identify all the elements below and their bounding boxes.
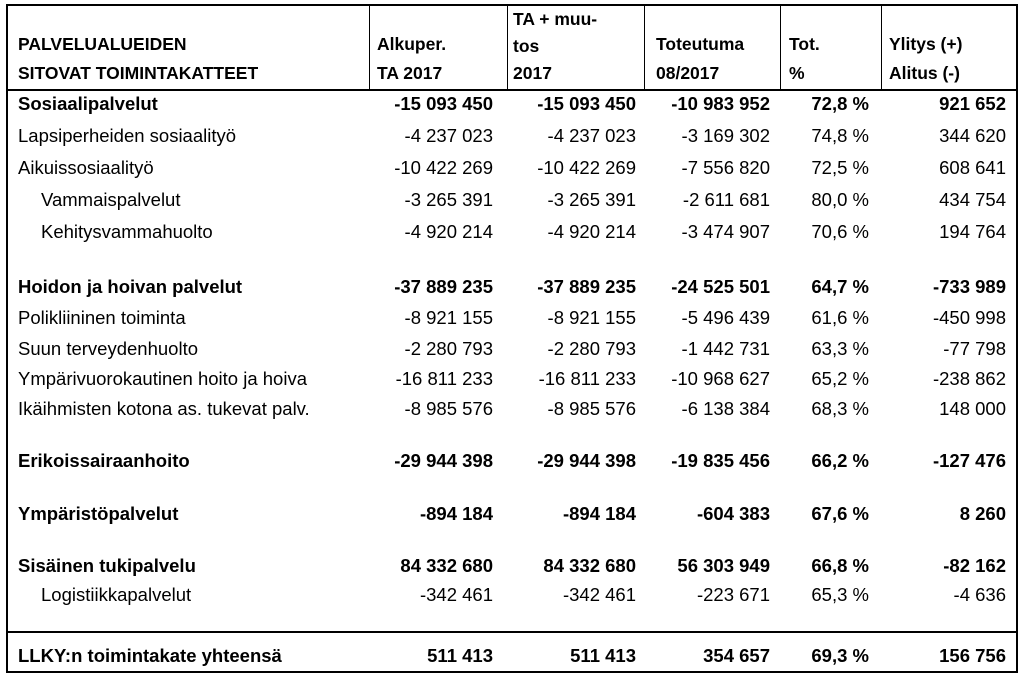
header-actual: Toteutuma 08/2017 <box>656 34 745 83</box>
header-divider <box>369 6 370 89</box>
total-rule <box>8 631 1016 633</box>
header-budget-changes: TA + muu- tos 2017 <box>513 9 598 83</box>
table-row: Ikäihmisten kotona as. tukevat palv. -8 985 576 -8 985 576 -6 138 384 68,3 % 148 000 <box>18 398 1006 419</box>
table-row: Suun terveydenhuolto -2 280 793 -2 280 793 -1 442 731 63,3 % -77 798 <box>18 338 1006 359</box>
table-row: Logistiikkapalvelut -342 461 -342 461 -223 671 65,3 % -4 636 <box>41 584 1006 605</box>
header-divider <box>780 6 781 89</box>
table-row: Polikliininen toiminta -8 921 155 -8 921 155 -5 496 439 61,6 % -450 998 <box>18 307 1006 328</box>
header-divider <box>507 6 508 89</box>
table-row: Vammaispalvelut -3 265 391 -3 265 391 -2 611 681 80,0 % 434 754 <box>41 189 1006 210</box>
total-row: LLKY:n toimintakate yhteensä 511 413 511 413 354 657 69,3 % 156 756 <box>18 645 1006 666</box>
table-row: Aikuissosiaalityö -10 422 269 -10 422 269 -7 556 820 72,5 % 608 641 <box>18 157 1006 178</box>
header-service-areas: PALVELUALUEIDEN SITOVAT TOIMINTAKATTEET <box>18 34 259 83</box>
header-divider <box>644 6 645 89</box>
table-row: Kehitysvammahuolto -4 920 214 -4 920 214 -3 474 907 70,6 % 194 764 <box>41 221 1006 242</box>
header-original-budget: Alkuper. TA 2017 <box>377 34 447 83</box>
header-percent: Tot. % <box>789 34 820 83</box>
header-divider <box>881 6 882 89</box>
budget-table <box>6 4 1018 673</box>
table-row: Lapsiperheiden sosiaalityö -4 237 023 -4 237 023 -3 169 302 74,8 % 344 620 <box>18 125 1006 146</box>
table-row: Hoidon ja hoivan palvelut -37 889 235 -37 889 235 -24 525 501 64,7 % -733 989 <box>18 276 1006 297</box>
table-row: Erikoissairaanhoito -29 944 398 -29 944 398 -19 835 456 66,2 % -127 476 <box>18 450 1006 471</box>
header-over-under: Ylitys (+) Alitus (-) <box>889 34 963 83</box>
table-row: Sosiaalipalvelut -15 093 450 -15 093 450 -10 983 952 72,8 % 921 652 <box>18 93 1006 114</box>
table-row: Ympärivuorokautinen hoito ja hoiva -16 811 233 -16 811 233 -10 968 627 65,2 % -238 862 <box>18 368 1006 389</box>
table-row: Sisäinen tukipalvelu 84 332 680 84 332 680 56 303 949 66,8 % -82 162 <box>18 555 1006 576</box>
table-row: Ympäristöpalvelut -894 184 -894 184 -604 383 67,6 % 8 260 <box>18 503 1006 524</box>
